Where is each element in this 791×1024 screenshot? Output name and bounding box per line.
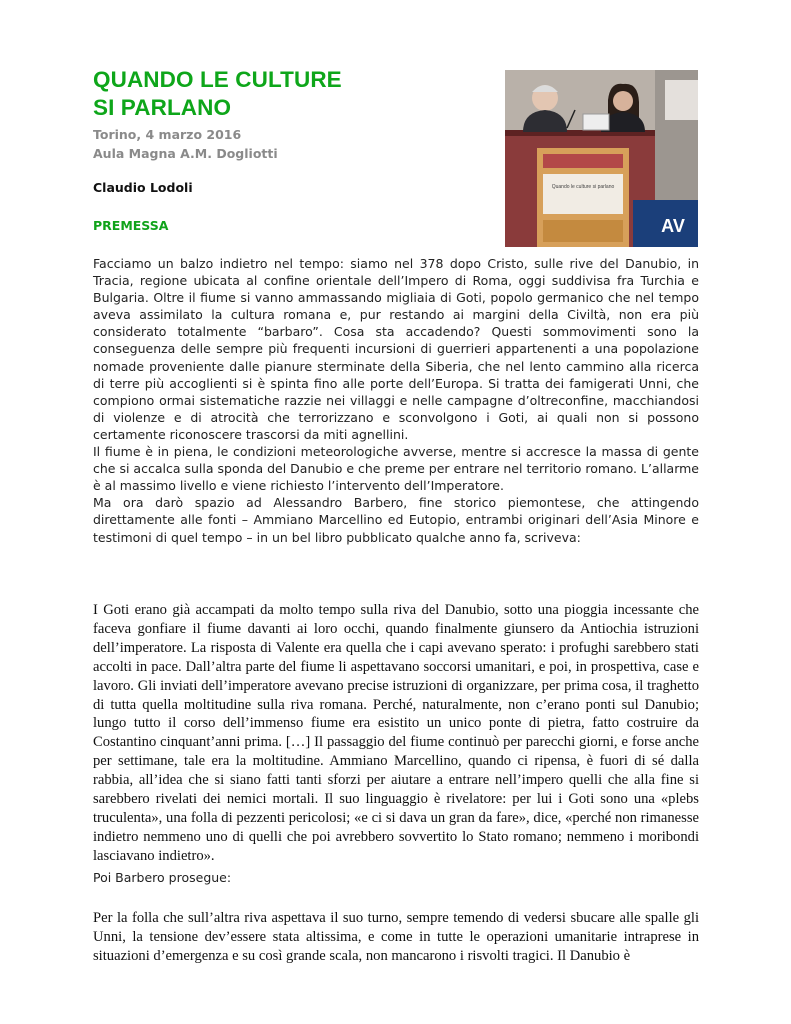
event-venue: Aula Magna A.M. Dogliotti xyxy=(93,146,278,161)
section-heading: PREMESSA xyxy=(93,218,169,233)
event-date: Torino, 4 marzo 2016 xyxy=(93,127,242,142)
introduction-text xyxy=(93,255,699,546)
paragraph-3: Ma ora darò spazio ad Alessandro Barbero, fine storico piemontese, che attingendo direttamente alle fonti – Ammiano Marcellino ed Eutopio, entrambi originari dell’Asia Minore e testimoni di quel tempo – in un bel libro pubblicato qualche anno fa, scriveva: xyxy=(93,495,699,545)
barbero-quote-1: I Goti erano già accampati da molto tempo sulla riva del Danubio, sotto una pioggia incessante che faceva gonfiare il fiume davanti ai loro occhi, quando finalmente giunsero da Antiochia istruzioni dell’imperatore. La risposta di Valente era quella che i capi avevano sperato: i profughi sarebbero stati accolti in pace. Dall’altra parte del fiume li aspettavano soccorsi umanitari, e poi, in prospettiva, case e lavoro. Gli inviati dell’imperatore avevano precise istruzioni di organizzare, per prima cosa, il traghetto di tutta quella moltitudine sulla riva romana. Perché, naturalmente, non c’erano ponti sul Danubio; lungo tutto il corso dell’immenso fiume era esistito un unico ponte di pietra, fatto costruire da Costantino cinquant’anni prima. […] Il passaggio del fiume continuò per parecchi giorni, e forse anche per settimane, tale era la moltitudine. Ammiano Marcellino, quando ci ripensa, è fuori di sé dalla rabbia, all’idea che si siano fatti tanti sforzi per aiutare a entrare nell’impero quelli che alla fine si sarebbero rivelati dei nemici mortali. Il suo linguaggio è rivelatore: per lui i Goti sono una «plebs truculenta», una folla di pezzenti pericolosi; «e ci si dava un gran da fare», dice, «perché non rimanesse indietro nemmeno uno di quelli che poi avrebbero sovvertito lo Stato romano; nemmeno i moribondi lasciavano indietro». xyxy=(93,602,699,864)
author-name: Claudio Lodoli xyxy=(93,180,193,195)
conference-photo xyxy=(505,70,698,247)
banner-text: AV xyxy=(661,216,685,236)
event-meta xyxy=(93,125,493,163)
title-line-2: SI PARLANO xyxy=(93,95,232,120)
conference-photo-illustration xyxy=(505,70,698,247)
title-line-1: QUANDO LE CULTURE xyxy=(93,67,342,92)
paragraph-2: Il fiume è in piena, le condizioni meteorologiche avverse, mentre si accresce la massa di gente che si accalca sulla sponda del Danubio e che preme per entrare nel territorio romano. L’allarme è al massimo livello e viene richiesto l’intervento dell’Imperatore. xyxy=(93,444,699,494)
barbero-quote-2: Per la folla che sull’altra riva aspettava il suo turno, sempre temendo di vedersi sbucare alle spalle gli Unni, la tensione dev’essere stata altissima, e come in tutte le operazioni umanitarie intraprese in situazioni d’emergenza e su così grande scala, non mancarono i risvolti tragici. Il Danubio è xyxy=(93,910,699,964)
poster-title-text: Quando le culture si parlano xyxy=(551,184,615,190)
document-title xyxy=(93,66,493,122)
paragraph-1: Facciamo un balzo indietro nel tempo: siamo nel 378 dopo Cristo, sulle rive del Danubio, in Tracia, regione ubicata al confine orientale dell’Impero di Roma, oggi suddivisa fra Turchia e Bulgaria. Oltre il fiume si vanno ammassando migliaia di Goti, popolo germanico che nel tempo aveva assimilato la cultura romana e, pur restando ai margini della Civiltà, non era più considerato totalmente “barbaro”. Cosa sta accadendo? Questi sommovimenti sono la conseguenza delle sempre più frequenti incursioni di guerrieri appartenenti a una popolazione nomade proveniente dalle pianure sterminate della Siberia, che nel lento cammino alla ricerca di terre più accoglienti si è spinta fino alle porte dell’Europa. Si tratta dei famigerati Unni, che compiono ormai sistematiche razzie nei villaggi e nelle campagne d’oltreconfine, macchiandosi di violenze e di atrocità che terrorizzano e sconvolgono i Goti, ai quali non si possono certamente riconoscere trascorsi da miti agnellini. xyxy=(93,256,699,442)
transition-line: Poi Barbero prosegue: xyxy=(93,870,232,885)
